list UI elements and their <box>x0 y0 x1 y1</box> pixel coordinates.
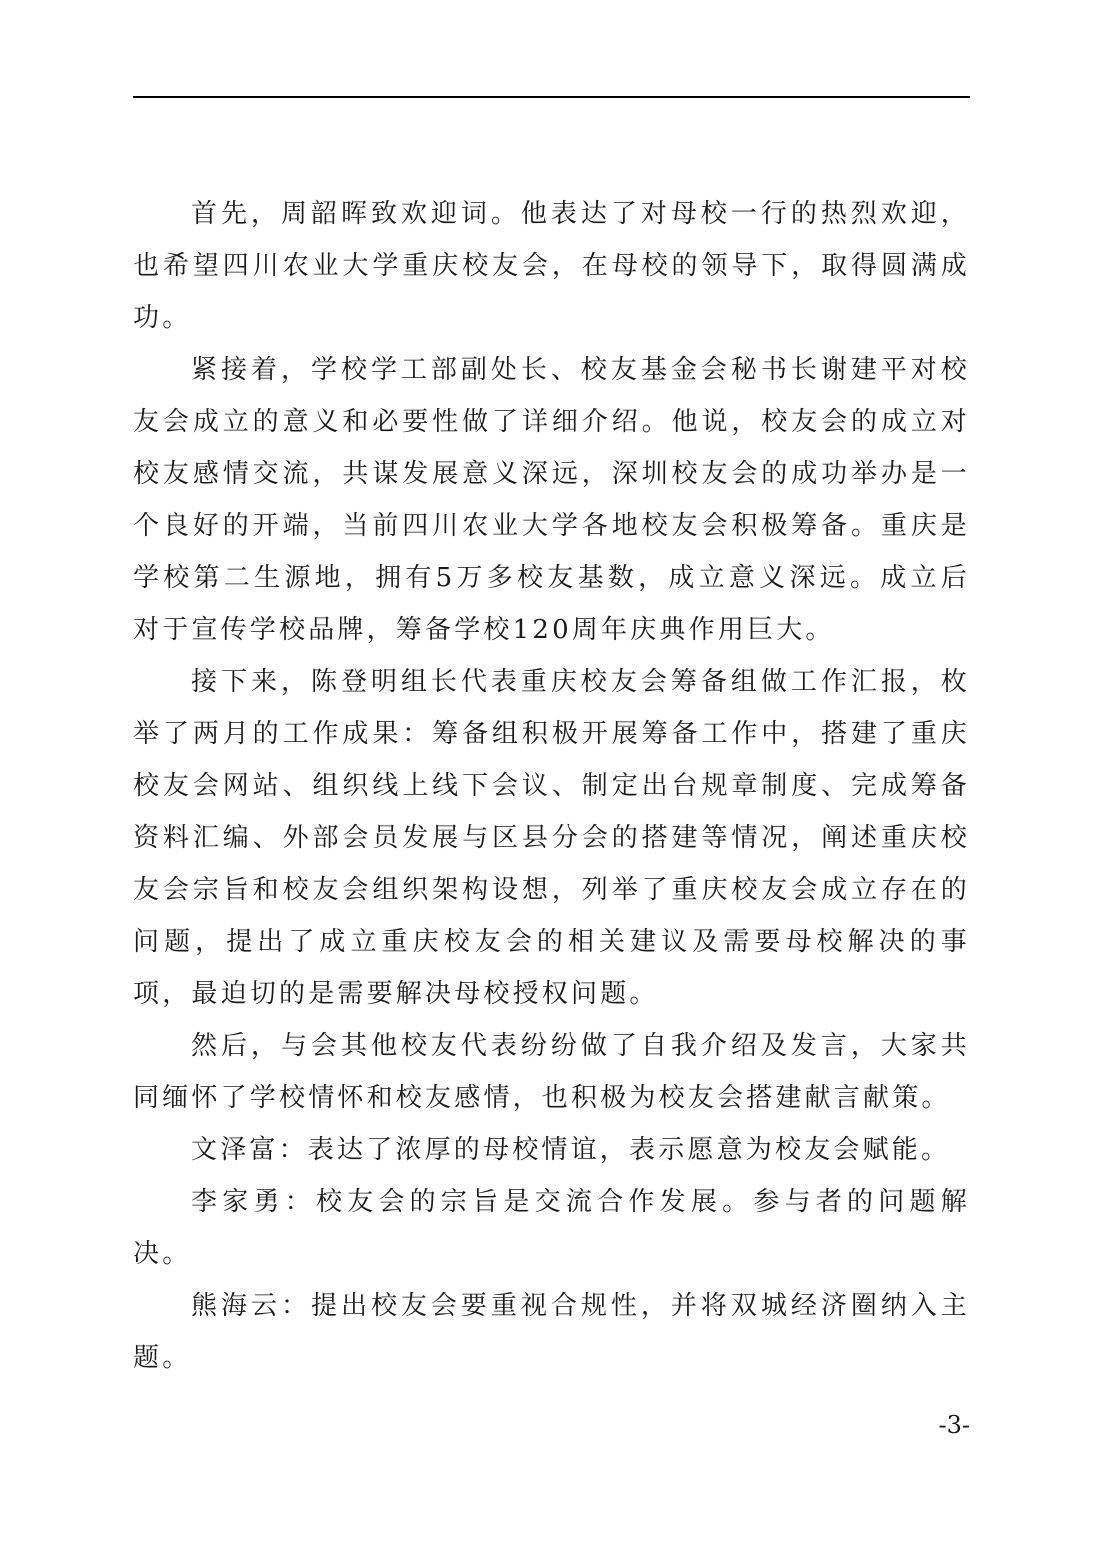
paragraph-work-report: 接下来，陈登明组长代表重庆校友会筹备组做工作汇报，枚举了两月的工作成果：筹备组积极开展筹备工作中，搭建了重庆校友会网站、组织线上线下会议、制定出台规章制度、完成筹备资料汇编、外部会员发展与区县分会的搭建等情况，阐述重庆校友会宗旨和校友会组织架构设想，列举了重庆校友会成立存在的问题，提出了成立重庆校友会的相关建议及需要母校解决的事项，最迫切的是需要解决母校授权问题。 <box>133 667 970 1009</box>
page-number: -3- <box>938 1411 970 1439</box>
paragraph-speaker-li: 李家勇：校友会的宗旨是交流合作发展。参与者的问题解决。 <box>133 1187 970 1269</box>
body-text <box>133 188 970 1384</box>
paragraph-speaker-xiong: 熊海云：提出校友会要重视合规性，并将双城经济圈纳入主题。 <box>133 1291 970 1373</box>
paragraph-speaker-wen: 文泽富：表达了浓厚的母校情谊，表示愿意为校友会赋能。 <box>191 1135 951 1165</box>
paragraph-welcome: 首先，周韶晖致欢迎词。他表达了对母校一行的热烈欢迎，也希望四川农业大学重庆校友会，在母校的领导下，取得圆满成功。 <box>133 199 970 333</box>
paragraph-introduction: 紧接着，学校学工部副处长、校友基金会秘书长谢建平对校友会成立的意义和必要性做了详细介绍。他说，校友会的成立对校友感情交流，共谋发展意义深远，深圳校友会的成功举办是一个良好的开端，当前四川农业大学各地校友会积极筹备。重庆是学校第二生源地，拥有5万多校友基数，成立意义深远。成立后对于宣传学校品牌，筹备学校120周年庆典作用巨大。 <box>133 355 970 645</box>
header-rule <box>133 96 970 98</box>
paragraph-discussion: 然后，与会其他校友代表纷纷做了自我介绍及发言，大家共同缅怀了学校情怀和校友感情，也积极为校友会搭建献言献策。 <box>133 1031 970 1113</box>
